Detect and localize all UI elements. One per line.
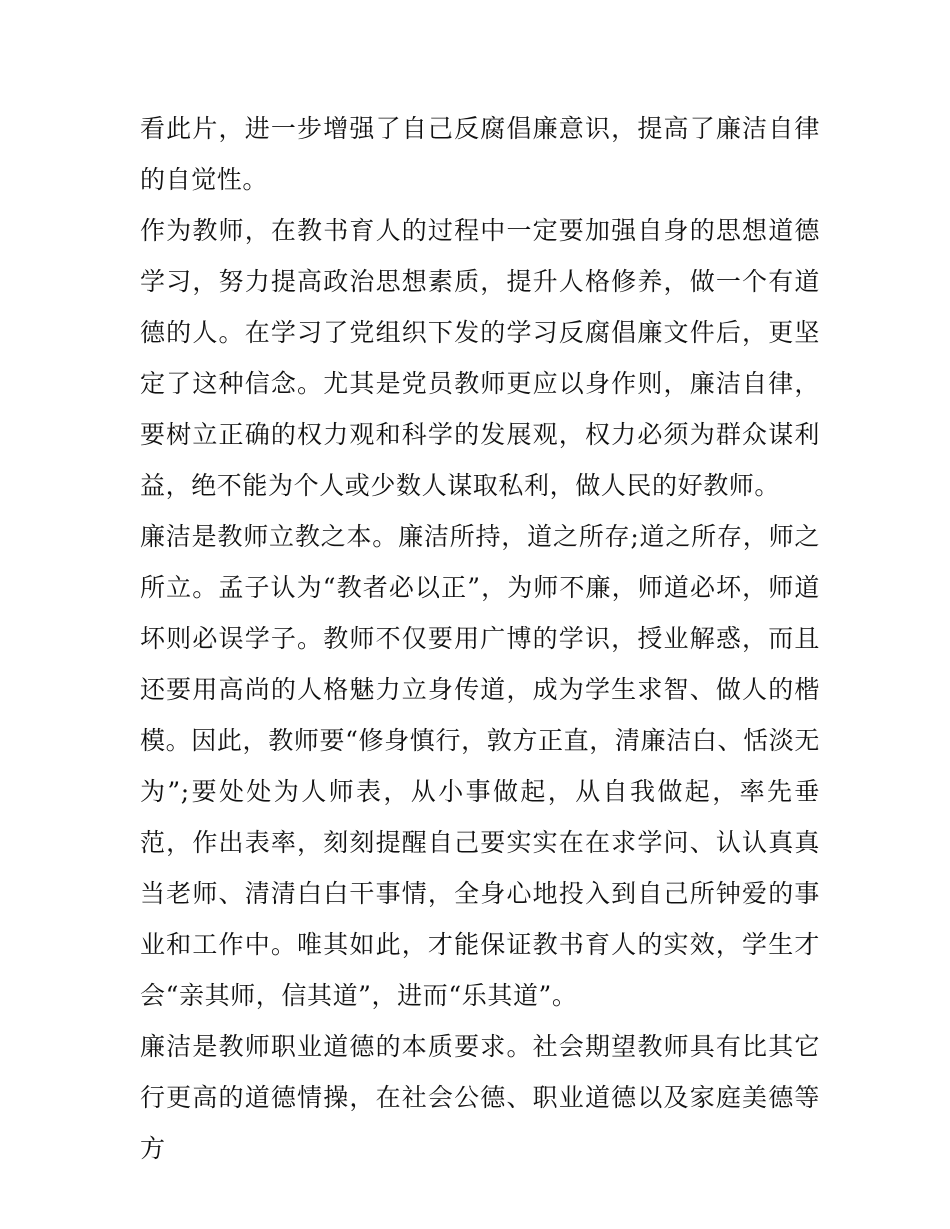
document-body (140, 103, 820, 1174)
paragraph-2: 作为教师，在教书育人的过程中一定要加强自身的思想道德学习，努力提高政治思想素质，提升人格修养，做一个有道德的人。在学习了党组织下发的学习反腐倡廉文件后，更坚定了这种信念。尤其是党员教师更应以身作则，廉洁自律，要树立正确的权力观和科学的发展观，权力必须为群众谋利益，绝不能为个人或少数人谋取私利，做人民的好教师。 (140, 216, 820, 500)
paragraph-4: 廉洁是教师职业道德的本质要求。社会期望教师具有比其它行更高的道德情操，在社会公德、职业道德以及家庭美德等方 (140, 1032, 820, 1163)
paragraph-1: 看此片，进一步增强了自己反腐倡廉意识，提高了廉洁自律的自觉性。 (140, 114, 820, 194)
paragraph-3: 廉洁是教师立教之本。廉洁所持，道之所存;道之所存，师之所立。孟子认为“教者必以正”，为师不廉，师道必坏，师道坏则必误学子。教师不仅要用广博的学识，授业解惑，而且还要用高尚的人格魅力立身传道，成为学生求智、做人的楷模。因此，教师要“修身慎行，敦方正直，清廉洁白、恬淡无为”;要处处为人师表，从小事做起，从自我做起，率先垂范，作出表率，刻刻提醒自己要实实在在求学问、认认真真当老师、清清白白干事情，全身心地投入到自己所钟爱的事业和工作中。唯其如此，才能保证教书育人的实效，学生才会“亲其师，信其道”，进而“乐其道”。 (140, 522, 820, 1010)
